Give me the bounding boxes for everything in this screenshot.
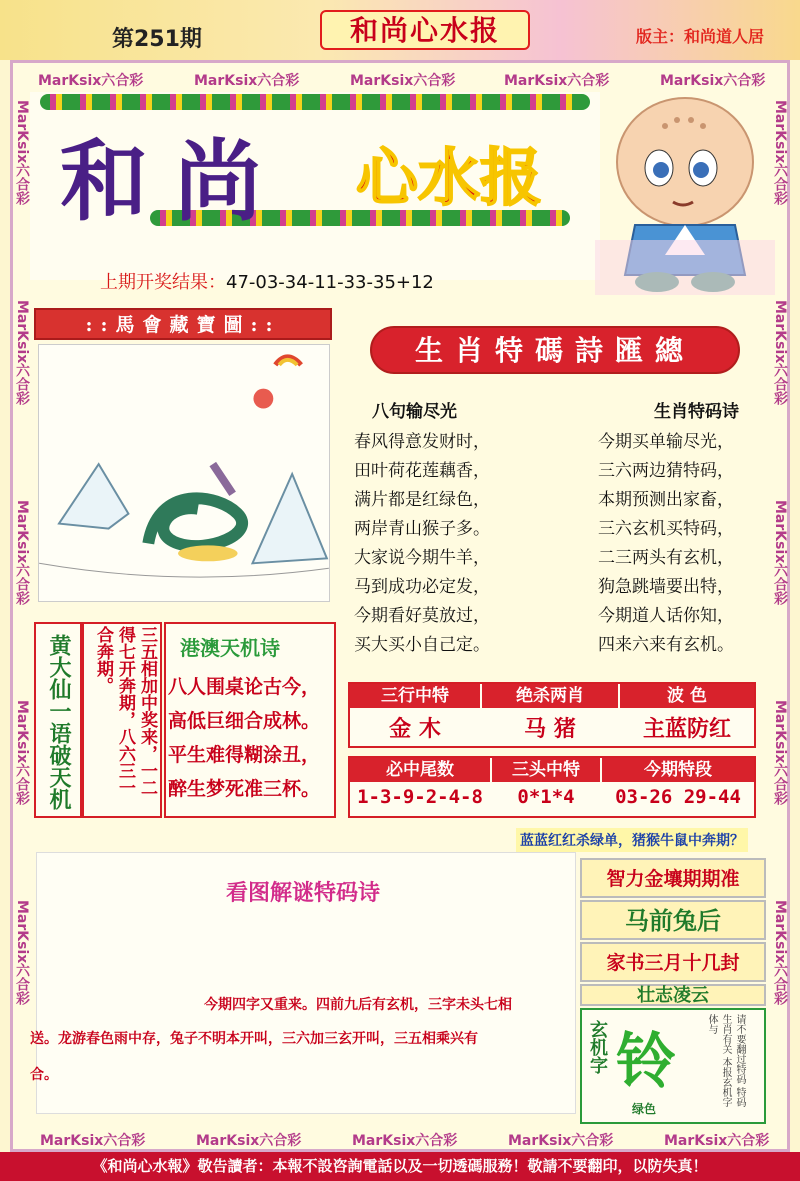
watermark-right-4: MarKsix六合彩 <box>772 700 788 806</box>
watermark-left-4: MarKsix六合彩 <box>14 700 30 806</box>
poem-line: 满片都是红绿色， <box>354 490 490 510</box>
editor-credit: 版主：和尚道人居 <box>636 27 765 46</box>
huang-col: 合奔期。 <box>93 626 113 694</box>
gangao-line: 八人围桌论古今， <box>168 676 321 698</box>
table-value: 0*1*4 <box>517 786 575 808</box>
xuanji-label: 玄机字 <box>587 1020 608 1074</box>
gangao-poem <box>168 670 320 806</box>
riddle-text-3: 合。 <box>30 1067 58 1083</box>
watermark-right-5: MarKsix六合彩 <box>772 900 788 1006</box>
table-head: 绝杀两肖 <box>482 684 618 708</box>
table-value: 1-3-9-2-4-8 <box>357 786 483 808</box>
logo-main: 和尚 <box>60 129 289 233</box>
last-result <box>100 268 434 294</box>
side-box-b: 马前兔后 <box>580 900 766 940</box>
huang-title: 黄大仙一语破天机 <box>46 634 72 810</box>
poem-line: 马到成功必定发， <box>354 577 490 597</box>
watermark-bottom-5: MarKsix六合彩 <box>664 1133 770 1149</box>
picture-title: ::馬會藏寶圖:: <box>34 308 332 340</box>
table-head: 必中尾数 <box>350 758 490 782</box>
left-poem <box>354 428 490 660</box>
table-head: 三头中特 <box>492 758 600 782</box>
xuanji-note-col: 请不要翻过特码 <box>734 1014 745 1084</box>
poem-line: 今期买单输尽光， <box>598 432 734 452</box>
right-poem <box>598 428 734 660</box>
watermark-left-3: MarKsix六合彩 <box>14 500 30 606</box>
huang-text <box>86 626 158 816</box>
riddle-text-2: 送。龙游春色雨中存，兔子不明本开叫，三六加三玄开叫，三五相乘兴有 <box>30 1031 478 1047</box>
treasure-picture <box>38 344 330 602</box>
huang-col: 三五相加中奖来，一二 <box>137 626 157 796</box>
side-box-a: 智力金壤期期准 <box>580 858 766 898</box>
xuanji-note-col: 本报玄机字体与 <box>706 1014 731 1108</box>
result-label: 上期开奖结果： <box>100 272 226 293</box>
huang-col: 得七开奔期，八六三一 <box>115 626 135 796</box>
poem-line: 今期道人话你知， <box>598 606 734 626</box>
watermark-top-1: MarKsix六合彩 <box>38 73 144 89</box>
table-value: 03-26 29-44 <box>615 786 741 808</box>
watermark-top-2: MarKsix六合彩 <box>194 73 300 89</box>
poem-line: 春风得意发财时， <box>354 432 490 452</box>
poem-line: 狗急跳墙要出特， <box>598 577 734 597</box>
monk-cartoon <box>595 90 775 295</box>
side-box-c: 家书三月十几封 <box>580 942 766 982</box>
left-poem-title: 八句输尽光 <box>372 402 457 422</box>
watermark-top-4: MarKsix六合彩 <box>504 73 610 89</box>
xuanji-note <box>704 1014 746 1114</box>
poem-line: 本期预测出家畜， <box>598 490 734 510</box>
watermark-top-5: MarKsix六合彩 <box>660 73 766 89</box>
poem-line: 二三两头有玄机， <box>598 548 734 568</box>
watermark-right-2: MarKsix六合彩 <box>772 300 788 406</box>
table-head: 三行中特 <box>350 684 480 708</box>
riddle-title: 看图解谜特码诗 <box>225 880 380 906</box>
table-head: 今期特段 <box>602 758 754 782</box>
xuanji-char: 铃 <box>616 1027 676 1097</box>
footer-notice: 《和尚心水報》敬告讀者：本報不設咨詢電話以及一切透碼服務！敬請不要翻印，以防失真！ <box>0 1152 800 1181</box>
gangao-title: 港澳天机诗 <box>180 636 280 660</box>
vine-top <box>40 94 590 110</box>
poems-title: 生肖特碼詩匯總 <box>370 326 740 374</box>
issue-number: 第251期 <box>112 27 202 52</box>
poem-line: 大家说今期牛羊， <box>354 548 490 568</box>
watermark-left-1: MarKsix六合彩 <box>14 100 30 206</box>
poem-line: 三六两边猜特码， <box>598 461 734 481</box>
table-head: 波 色 <box>620 684 754 708</box>
gangao-line: 平生难得糊涂丑， <box>168 744 321 766</box>
watermark-right-1: MarKsix六合彩 <box>772 100 788 206</box>
watermark-bottom-4: MarKsix六合彩 <box>508 1133 614 1149</box>
watermark-left-5: MarKsix六合彩 <box>14 900 30 1006</box>
poem-line: 田叶荷花莲藕香， <box>354 461 490 481</box>
watermark-left-2: MarKsix六合彩 <box>14 300 30 406</box>
top-title: 和尚心水报 <box>320 10 530 50</box>
poem-line: 四来六来有玄机。 <box>598 635 734 655</box>
banner-line: 蓝蓝红红杀绿单，猪猴牛鼠中奔期？ <box>516 828 748 852</box>
result-value: 47-03-34-11-33-35+12 <box>226 272 434 293</box>
table-value: 金 木 <box>389 716 441 742</box>
table-value: 马 猪 <box>524 716 576 742</box>
watermark-bottom-2: MarKsix六合彩 <box>196 1133 302 1149</box>
watermark-bottom-3: MarKsix六合彩 <box>352 1133 458 1149</box>
watermark-right-3: MarKsix六合彩 <box>772 500 788 606</box>
side-box-d: 壮志凌云 <box>580 984 766 1006</box>
logo-sub: 心水报 <box>356 141 543 214</box>
xuanji-sub: 绿色 <box>632 1102 657 1116</box>
poem-line: 三六玄机买特码， <box>598 519 734 539</box>
table-value: 主蓝防红 <box>642 716 731 742</box>
poem-line: 两岸青山猴子多。 <box>354 519 490 539</box>
riddle-text-1: 今期四字又重来。四前九后有玄机，三字未头七相 <box>204 997 512 1013</box>
poem-line: 今期看好莫放过， <box>354 606 490 626</box>
watermark-top-3: MarKsix六合彩 <box>350 73 456 89</box>
xuanji-note-col: 特码生肖有关 <box>720 1014 745 1108</box>
gangao-line: 高低巨细合成林。 <box>168 710 321 732</box>
right-poem-title: 生肖特码诗 <box>654 402 739 422</box>
watermark-bottom-1: MarKsix六合彩 <box>40 1133 146 1149</box>
gangao-line: 醉生梦死准三杯。 <box>168 778 321 800</box>
poem-line: 买大买小自己定。 <box>354 635 490 655</box>
